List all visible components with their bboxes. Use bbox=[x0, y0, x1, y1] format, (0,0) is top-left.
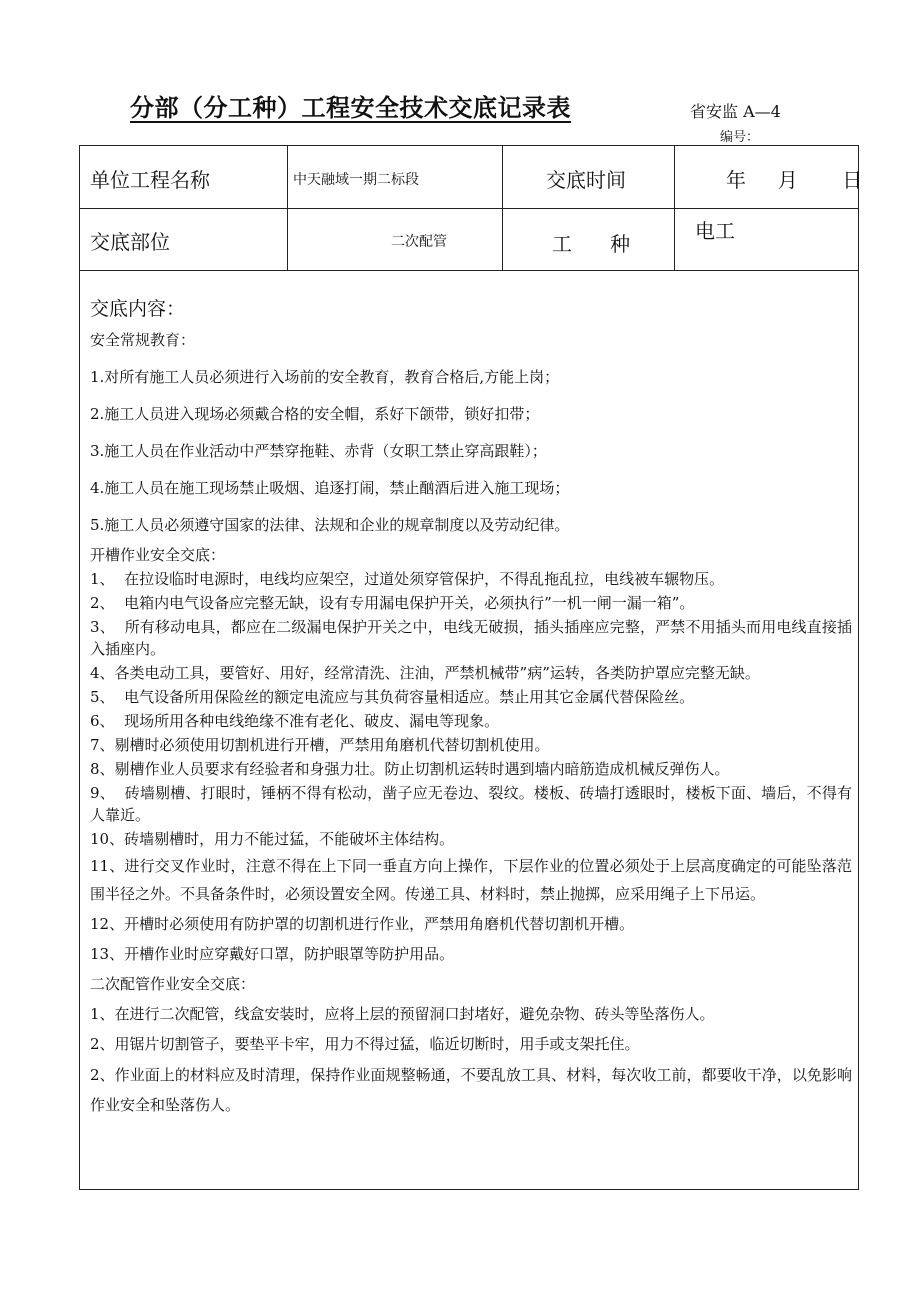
list-item: 12、开槽时必须使用有防护罩的切割机进行作业，严禁用角磨机代替切割机开槽。 bbox=[90, 915, 635, 933]
list-item: 6、 现场所用各种电线绝缘不准有老化、破皮、漏电等现象。 bbox=[90, 712, 500, 730]
list-item: 2.施工人员进入现场必须戴合格的安全帽，系好下颌带，锁好扣带； bbox=[90, 405, 540, 423]
disclosure-part-value: 二次配管 bbox=[391, 234, 447, 250]
list-item: 1、 在拉设临时电源时，电线均应架空，过道处须穿管保护，不得乱拖乱拉，电线被车辗物压。 bbox=[90, 570, 725, 588]
list-item: 11、进行交叉作业时，注意不得在上下同一垂直方向上操作，下层作业的位置必须处于上层高度确定的可能坠落范围半径之外。不具备条件时，必须设置安全网。传递工具、材料时，禁止抛掷，应采用绳子上下吊运。 bbox=[90, 857, 852, 903]
trade-label: 工 种 bbox=[552, 232, 631, 256]
list-item: 8、剔槽作业人员要求有经验者和身强力壮。防止切割机运转时遇到墙内暗筋造成机械反弹伤人。 bbox=[90, 760, 730, 778]
conduit-heading: 二次配管作业安全交底： bbox=[90, 975, 256, 993]
trade-value: 电工 bbox=[695, 219, 735, 243]
unit-name-label: 单位工程名称 bbox=[90, 168, 210, 192]
list-item: 3、 所有移动电具，都应在二级漏电保护开关之中，电线无破损，插头插座应完整，严禁不用插头而用电线直接插入插座内。 bbox=[90, 618, 852, 658]
trench-heading: 开槽作业安全交底： bbox=[90, 546, 226, 564]
column-divider bbox=[502, 146, 503, 270]
column-divider bbox=[674, 146, 675, 270]
disclosure-time-value: 年 月 日 bbox=[726, 168, 863, 192]
list-item: 7、剔槽时必须使用切割机进行开槽，严禁用角磨机代替切割机使用。 bbox=[90, 736, 550, 754]
list-item: 3.施工人员在作业活动中严禁穿拖鞋、赤背（女职工禁止穿高跟鞋）； bbox=[90, 442, 547, 460]
list-item: 10、砖墙剔槽时，用力不能过猛，不能破坏主体结构。 bbox=[90, 830, 455, 848]
list-item: 2、用锯片切割管子，要垫平卡牢，用力不得过猛，临近切断时，用手或支架托住。 bbox=[90, 1035, 640, 1053]
form-code: 省安监 A—4 bbox=[690, 102, 781, 121]
row-divider bbox=[80, 270, 858, 271]
unit-name-value: 中天融域一期二标段 bbox=[293, 172, 419, 188]
disclosure-table bbox=[79, 145, 863, 1190]
disclosure-content bbox=[90, 294, 852, 1122]
list-item: 4.施工人员在施工现场禁止吸烟、追逐打闹，禁止酗酒后进入施工现场； bbox=[90, 479, 570, 497]
disclosure-part-label: 交底部位 bbox=[90, 230, 170, 254]
list-item: 9、 砖墙剔槽、打眼时，锤柄不得有松动，凿子应无卷边、裂纹。楼板、砖墙打透眼时，楼板下面、墙后，不得有人靠近。 bbox=[90, 784, 852, 824]
disclosure-time-label: 交底时间 bbox=[546, 168, 626, 192]
list-item: 2、作业面上的材料应及时清理，保持作业面规整畅通，不要乱放工具、材料，每次收工前，都要收干净，以免影响作业安全和坠落伤人。 bbox=[90, 1066, 852, 1114]
list-item: 4、各类电动工具，要管好、用好，经常清洗、注油，严禁机械带”病”运转，各类防护罩应完整无缺。 bbox=[90, 664, 760, 682]
column-divider bbox=[287, 146, 288, 270]
general-heading: 安全常规教育： bbox=[90, 331, 196, 349]
list-item: 5.施工人员必须遵守国家的法律、法规和企业的规章制度以及劳动纪律。 bbox=[90, 516, 570, 534]
list-item: 1.对所有施工人员必须进行入场前的安全教育，教育合格后,方能上岗； bbox=[90, 368, 560, 386]
content-title: 交底内容： bbox=[90, 298, 186, 320]
list-item: 5、 电气设备所用保险丝的额定电流应与其负荷容量相适应。禁止用其它金属代替保险丝。 bbox=[90, 688, 695, 706]
list-item: 13、开槽作业时应穿戴好口罩，防护眼罩等防护用品。 bbox=[90, 945, 455, 963]
list-item: 1、在进行二次配管，线盒安装时，应将上层的预留洞口封堵好，避免杂物、砖头等坠落伤人。 bbox=[90, 1005, 715, 1023]
row-divider bbox=[80, 208, 858, 209]
list-item: 2、 电箱内电气设备应完整无缺，设有专用漏电保护开关，必须执行”一机一闸一漏一箱”。 bbox=[90, 594, 695, 612]
form-title: 分部（分工种）工程安全技术交底记录表 bbox=[130, 93, 571, 122]
serial-number-label: 编号： bbox=[720, 130, 760, 145]
